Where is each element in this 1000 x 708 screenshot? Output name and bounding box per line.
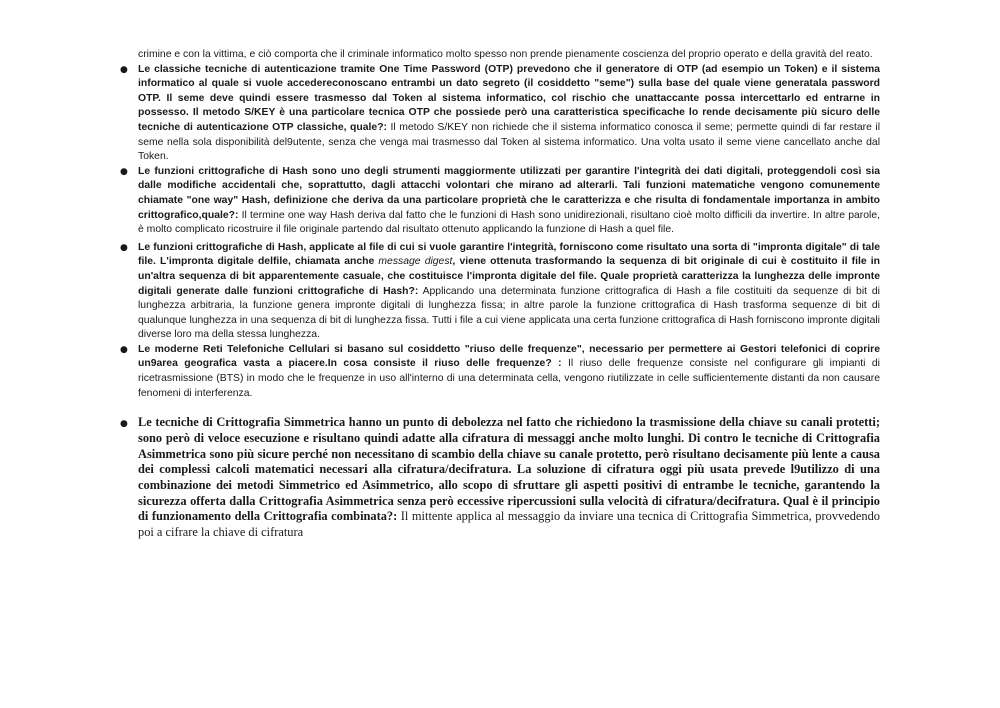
answer-text: Il riuso delle frequenze consiste nel configurare gli impianti di ricetrasmissione (BTS) in modo che le frequenze in uso all'interno di una determinata cella, vengono riutilizzate in celle sufficientemente distanti da non causare fenomeni di interferenza. bbox=[138, 358, 880, 399]
bullet-icon: ● bbox=[120, 419, 128, 430]
answer-text: Il metodo S/KEY non richiede che il sistema informatico conosca il seme; permette quindi di far restare il seme nella sola disponibilità del9utente, senza che venga mai trasmesso dal Token al sistema informatico. Una volta usato il seme viene cancellato anche dal Token. bbox=[138, 121, 880, 163]
question-italic-term: message digest bbox=[378, 256, 453, 268]
list-item bbox=[120, 415, 880, 541]
list-item bbox=[120, 63, 880, 165]
bullet-icon: ● bbox=[120, 344, 128, 355]
document-body bbox=[120, 48, 880, 541]
answer-text: Il termine one way Hash deriva dal fatto che le funzioni di Hash sono unidirezionali, risultano cioè molto difficili da invertire. In altre parole, è molto complicato ricostruire il file originale partendo dal risultato ottenuto applicando la funzione di Hash a quel file. bbox=[138, 209, 880, 236]
answer-text: Il mittente applica al messaggio da inviare una tecnica di Crittografia Simmetrica, provvedendo poi a cifrare la chiave di cifratura bbox=[138, 509, 880, 540]
bullet-icon: ● bbox=[120, 64, 128, 75]
continuation-paragraph: crimine e con la vittima, e ciò comporta che il criminale informatico molto spesso non prende pienamente coscienza del proprio operato e della gravità del reato. bbox=[138, 49, 873, 60]
question-text: Le funzioni crittografiche di Hash, applicate al file di cui si vuole garantire l'integrità, forniscono come risultato una sorta di "impronta digitale" di tale file. L'impronta digitale delfile, chiamata anche bbox=[138, 241, 880, 268]
question-text: Le moderne Reti Telefoniche Cellulari si basano sul cosiddetto "riuso delle frequenze", necessario per permettere ai Gestori telefonici di coprire un9area geografica vasta a piacere.In cosa consiste il riuso delle frequenze? : bbox=[138, 343, 880, 370]
question-text: Le tecniche di Crittografia Simmetrica hanno un punto di debolezza nel fatto che richiedono la trasmissione della chiave su canali protetti; sono però di veloce esecuzione e risultano quindi adatte alla cifratura di messaggi anche molto lunghi. Di contro le tecniche di Crittografia Asimmetrica sono più sicure perché non necessitano di scambio della chiave su canale protetto, però risultano decisamente più lente a causa dei complessi calcoli matematici necessari alla cifratura/decifratura. La soluzione di cifratura oggi più usata prevede l9utilizzo di una combinazione dei metodi Simmetrico ed Asimmetrico, allo scopo di sfruttare gli aspetti positivi di entrambe le tecniche, garantendo la sicurezza offerta dalla Crittografia Asimmetrica senza però eccessive ripercussioni sulla velocità di cifratura/decifratura. Qual è il principio di funzionamento della Crittografia combinata?: bbox=[138, 415, 880, 524]
bullet-icon: ● bbox=[120, 166, 128, 177]
list-item bbox=[120, 165, 880, 238]
question-text: , viene ottenuta trasformando la sequenza di bit originale di cui è costituito il file in un'altra sequenza di bit apparentemente casuale, che costituisce l'impronta digitale del file. Quale proprietà caratterizza la lunghezza delle impronte digitali generate dalle funzioni crittografiche di Hash?: bbox=[138, 256, 880, 297]
question-text: Le funzioni crittografiche di Hash sono uno degli strumenti maggiormente utilizzati per garantire l'integrità dei dati digitali, proteggendoli così sia dalle modifiche accidentali che, soprattutto, dagli attacchi volontari che mirano ad alterarli. Tali funzioni matematiche vengono comunemente chiamate "one way" Hash, definizione che deriva da una particolare proprietà che le caratterizza e che risulta di fondamentale importanza in ambito crittografico,quale?: bbox=[138, 165, 880, 221]
bullet-icon: ● bbox=[120, 242, 128, 253]
list-item bbox=[120, 343, 880, 401]
question-text: Le classiche tecniche di autenticazione tramite One Time Password (OTP) prevedono che il generatore di OTP (ad esempio un Token) e il sistema informatico al quale si vuole accedereconoscano entrambi un dato segreto (il cosiddetto "seme") sulla base del quale viene generatala password OTP. Il seme deve quindi essere trasmesso dal Token al sistema informatico, col rischio che unattaccante possa intercettarlo ed entrarne in possesso. Il metodo S/KEY è una particolare tecnica OTP che possiede però una caratteristica specificache lo rende decisamente più sicuro delle tecniche di autenticazione OTP classiche, quale?: bbox=[138, 63, 880, 133]
list-item bbox=[120, 241, 880, 343]
answer-text: Applicando una determinata funzione crittografica di Hash a file costituiti da sequenze di bit di lunghezza arbitraria, la funzione genera impronte digitali di lunghezza fissa; in altre parole la funzione crittografica di Hash trasforma sequenze di bit di qualunque lunghezza in una sequenza di bit di lunghezza fissa. Tutti i file a cui viene applicata una certa funzione crittografica di Hash forniscono impronte digitali diverse loro ma della stessa lunghezza. bbox=[138, 285, 880, 341]
